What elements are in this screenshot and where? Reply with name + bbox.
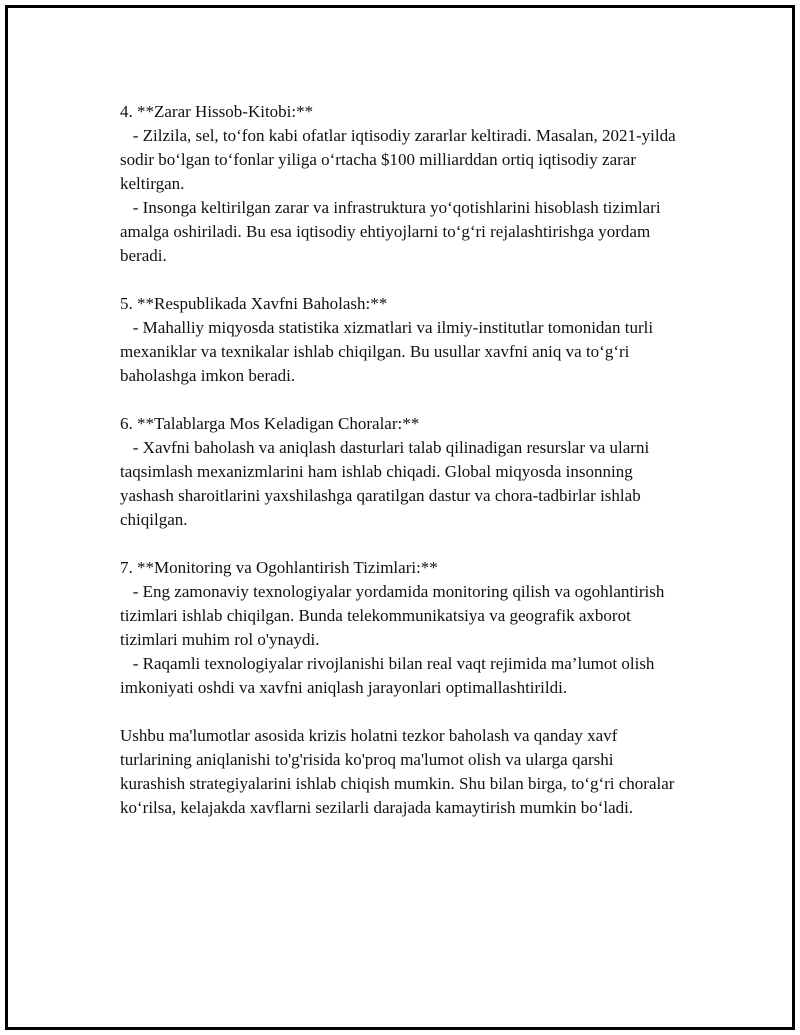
section-talablarga-mos-choralar — [120, 412, 680, 532]
page-frame — [5, 5, 795, 1030]
bullet-paragraph: - Insonga keltirilgan zarar va infrastruktura yo‘qotishlarini hisoblash tizimlari amalga oshiriladi. Bu esa iqtisodiy ehtiyojlarni to‘g‘ri rejalashtirishga yordam beradi. — [120, 198, 665, 265]
bullet-paragraph: - Zilzila, sel, to‘fon kabi ofatlar iqtisodiy zararlar keltiradi. Masalan, 2021-yilda sodir bo‘lgan to‘fonlar yiliga o‘rtacha $100 milliarddan ortiq iqtisodiy zarar keltirgan. — [120, 126, 680, 193]
section-heading: 5. **Respublikada Xavfni Baholash:** — [120, 294, 388, 313]
bullet-paragraph: - Mahalliy miqyosda statistika xizmatlari va ilmiy-institutlar tomonidan turli mexaniklar va texnikalar ishlab chiqilgan. Bu usullar xavfni aniq va to‘g‘ri baholashga imkon beradi. — [120, 318, 658, 385]
conclusion-paragraph: Ushbu ma'lumotlar asosida krizis holatni tezkor baholash va qanday xavf turlarining aniqlanishi to'g'risida ko'proq ma'lumot olish va ularga qarshi kurashish strategiyalarini ishlab chiqish mumkin. Shu bilan birga, to‘g‘ri choralar ko‘rilsa, kelajakda xavflarni sezilarli darajada kamaytirish mumkin bo‘ladi. — [120, 726, 675, 817]
section-heading: 4. **Zarar Hissob-Kitobi:** — [120, 102, 314, 121]
section-monitoring-ogohlantirish — [120, 556, 680, 700]
section-heading: 7. **Monitoring va Ogohlantirish Tizimlari:** — [120, 558, 438, 577]
section-zarar-hissob-kitobi — [120, 100, 680, 268]
bullet-paragraph: - Raqamli texnologiyalar rivojlanishi bilan real vaqt rejimida ma’lumot olish imkoniyati oshdi va xavfni aniqlash jarayonlari optimallashtirildi. — [120, 654, 659, 697]
conclusion-paragraph-block — [120, 724, 680, 820]
bullet-paragraph: - Xavfni baholash va aniqlash dasturlari talab qilinadigan resurslar va ularni taqsimlash mexanizmlarini ham ishlab chiqadi. Global miqyosda insonning yashash sharoitlarini yaxshilashga qaratilgan dastur va chora-tadbirlar ishlab chiqilgan. — [120, 438, 654, 529]
bullet-paragraph: - Eng zamonaviy texnologiyalar yordamida monitoring qilish va ogohlantirish tizimlari ishlab chiqilgan. Bunda telekommunikatsiya va geografik axborot tizimlari muhim rol o'ynaydi. — [120, 582, 669, 649]
section-respublikada-xavfni-baholash — [120, 292, 680, 388]
document-body — [120, 100, 680, 844]
section-heading: 6. **Talablarga Mos Keladigan Choralar:** — [120, 414, 420, 433]
